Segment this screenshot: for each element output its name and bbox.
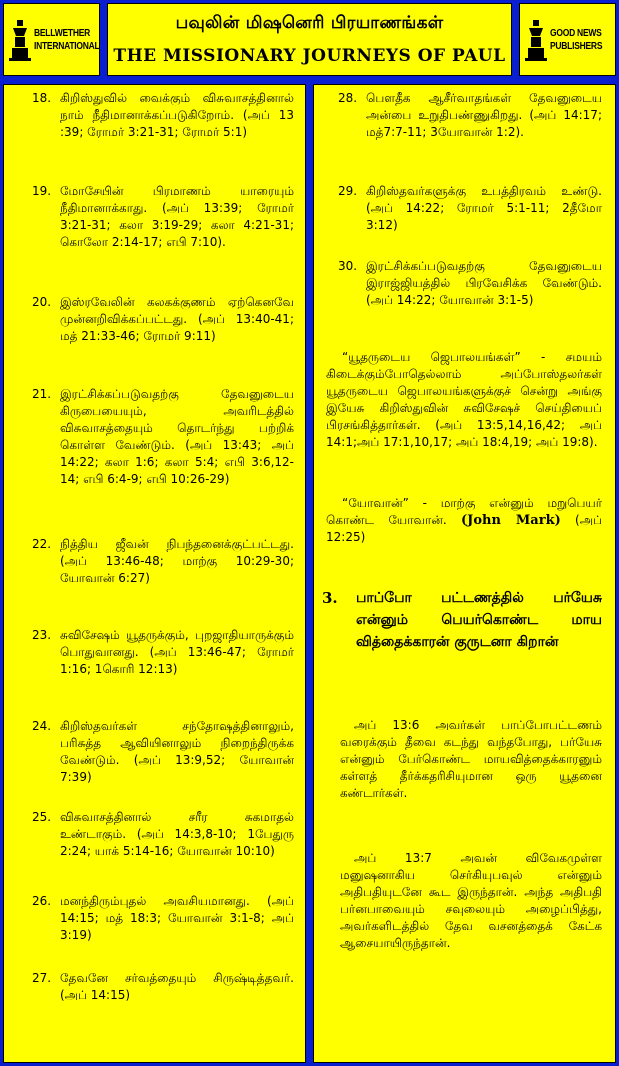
list-item: [32, 970, 294, 1004]
list-item: [32, 893, 294, 944]
list-item: [32, 718, 294, 786]
section-number: 3.: [322, 589, 338, 607]
item-number: 23.: [32, 628, 52, 642]
list-item: [338, 258, 602, 309]
list-item: [32, 183, 294, 251]
logo-right-line2: PUBLISHERS: [550, 40, 603, 52]
section-heading-text: பாப்போ பட்டணத்தில் பர்யேசு என்னும் பெயர்கொண்ட மாய வித்தைக்காரன் குருடனா கிறான்: [356, 590, 602, 650]
item-number: 29.: [338, 184, 358, 198]
item-text: தேவனே சர்வத்தையும் சிருஷ்டித்தவர். (அப் 14:15): [60, 971, 294, 1002]
item-text: விசுவாசத்தினால் சரீர சுகமாதல் உண்டாகும். (அப் 14:3,8-10; 1பேதுரு 2:24; யாக் 5:14-16; யோவான் 10:10): [60, 810, 294, 858]
john-text: “யோவான்” - மாற்கு என்னும் மறுபெயர் கொண்ட யோவான்.: [326, 496, 602, 527]
logo-bellwether: [3, 3, 100, 76]
john-paragraph: [326, 495, 602, 546]
list-item: [32, 386, 294, 488]
title-english: THE MISSIONARY JOURNEYS OF PAUL: [113, 46, 506, 66]
item-text: நித்திய ஜீவன் நிபந்தனைக்குட்பட்டது. (அப் 13:46-48; மாற்கு 10:29-30; யோவான் 6:27): [60, 537, 294, 585]
section-3-paragraph: அப் 13:6 அவர்கள் பாப்போபட்டணம் வரைக்கும் தீவை கடந்து வந்தபோது, பர்யேசு என்னும் பேர்கொண்ட மாயவித்தைக்காரனும் கள்ளத் தீர்க்கதரிசியுமான ஒரு யூதனை கண்டார்கள்.: [340, 718, 602, 800]
item-number: 19.: [32, 184, 52, 198]
list-item: [338, 90, 602, 141]
item-text: மோசேயின் பிரமாணம் யாரையும் நீதிமானாக்காது. (அப் 13:39; ரோமர் 3:21-31; கலா 3:19-29; கலா 4:21-31; கொலோ 2:14-17; எபி 7:10).: [60, 184, 294, 249]
bell-tower-icon: [525, 18, 547, 62]
list-item: [32, 809, 294, 860]
section-3-heading: [322, 587, 602, 653]
list-item: [32, 90, 294, 141]
john-ref: (அப் 12:25): [326, 513, 602, 544]
title-tamil: பவுலின் மிஷனெரி பிரயாணங்கள்: [175, 13, 444, 33]
list-item: [338, 183, 602, 234]
item-number: 24.: [32, 719, 52, 733]
list-item: [32, 294, 294, 345]
item-text: இஸ்ரவேலின் கலகக்குணம் ஏற்கெனவே முன்னறிவிக்கப்பட்டது. (அப் 13:40-41; மத் 21:33-46; ரோமர் 9:11): [60, 295, 294, 343]
item-text: இரட்சிக்கப்படுவதற்கு தேவனுடைய இராஜ்ஜியத்தில் பிரவேசிக்க வேண்டும். (அப் 14:22; யோவான் 3:1-5): [366, 259, 602, 307]
left-column: [3, 84, 306, 1063]
john-mark-name: (John Mark): [461, 513, 561, 528]
logo-right-line1: GOOD NEWS: [550, 27, 602, 39]
list-item: [32, 536, 294, 587]
item-text: சுவிசேஷம் யூதருக்கும், புறஜாதியாருக்கும் பொதுவானது. (அப் 13:46-47; ரோமர் 1:16; 1கொரி 12:13): [60, 628, 294, 676]
item-number: 30.: [338, 259, 358, 273]
item-number: 22.: [32, 537, 52, 551]
item-text: கிறிஸ்தவர்களுக்கு உபத்திரவம் உண்டு. (அப் 14:22; ரோமர் 5:1-11; 2தீமோ 3:12): [366, 184, 602, 232]
item-number: 26.: [32, 894, 52, 908]
logo-good-news: [519, 3, 616, 76]
right-column: [313, 84, 616, 1063]
logo-left-line2: INTERNATIONAL: [34, 40, 100, 52]
logo-left-line1: BELLWETHER: [34, 27, 91, 39]
item-text: மனந்திரும்புதல் அவசியமானது. (அப் 14:15; மத் 18:3; யோவான் 3:1-8; அப் 3:19): [60, 894, 294, 942]
item-number: 28.: [338, 91, 358, 105]
item-text: கிறிஸ்தவர்கள் சந்தோஷத்தினாலும், பரிசுத்த ஆவியினாலும் நிறைந்திருக்க வேண்டும். (அப் 13:9,52; யோவான் 7:39): [60, 719, 294, 784]
page-title: [107, 3, 512, 76]
item-number: 21.: [32, 387, 52, 401]
item-text: இரட்சிக்கப்படுவதற்கு தேவனுடைய கிருபையையும், அவரிடத்தில் விசுவாசத்தையும் தொடர்ந்து பற்றிக் கொள்ள வேண்டும். (அப் 13:43; அப் 14:22; கலா 1:6; கலா 5:4; எபி 3:6,12-14; எபி 6:4-9; எபி 10:26-29): [60, 387, 294, 486]
synagogue-paragraph: “யூதருடைய ஜெபாலயங்கள்” - சமயம் கிடைக்கும்போதெல்லாம் அப்போஸ்தலர்கள் யூதருடைய ஜெபாலயங்களுக்குச் சென்று அங்கு இயேசு கிறிஸ்துவின் சுவிசேஷச் செய்தியைப் பிரசங்கித்தார்கள். (அப் 13:5,14,16,42; அப் 14:1;அப் 17:1,10,17; அப் 18:4,19; அப் 19:8).: [326, 350, 602, 449]
list-item: [32, 627, 294, 678]
item-number: 20.: [32, 295, 52, 309]
item-number: 27.: [32, 971, 52, 985]
item-number: 18.: [32, 91, 52, 105]
item-text: கிறிஸ்துவில் வைக்கும் விசுவாசத்தினால் நாம் நீதிமானாக்கப்படுகிறோம். (அப் 13 :39; ரோமர் 3:21-31; ரோமர் 5:1): [60, 91, 294, 139]
item-text: பௌதீக ஆசீர்வாதங்கள் தேவனுடைய அன்பை உறுதிபண்ணுகிறது. (அப் 14:17; மத்7:7-11; 3யோவான் 1:2).: [366, 91, 602, 139]
bell-tower-icon: [9, 18, 31, 62]
item-number: 25.: [32, 810, 52, 824]
section-3-paragraph: அப் 13:7 அவன் விவேகமுள்ள மனுஷனாகிய செர்கியுபவுல் என்னும் அதிபதியுடனே கூட இருந்தான். அந்த அதிபதி பர்னபாவையும் சவுலையும் அழைப்பித்து, அவர்களிடத்தில் தேவ வசனத்தைக் கேட்க ஆசையாயிருந்தான்.: [340, 851, 602, 950]
